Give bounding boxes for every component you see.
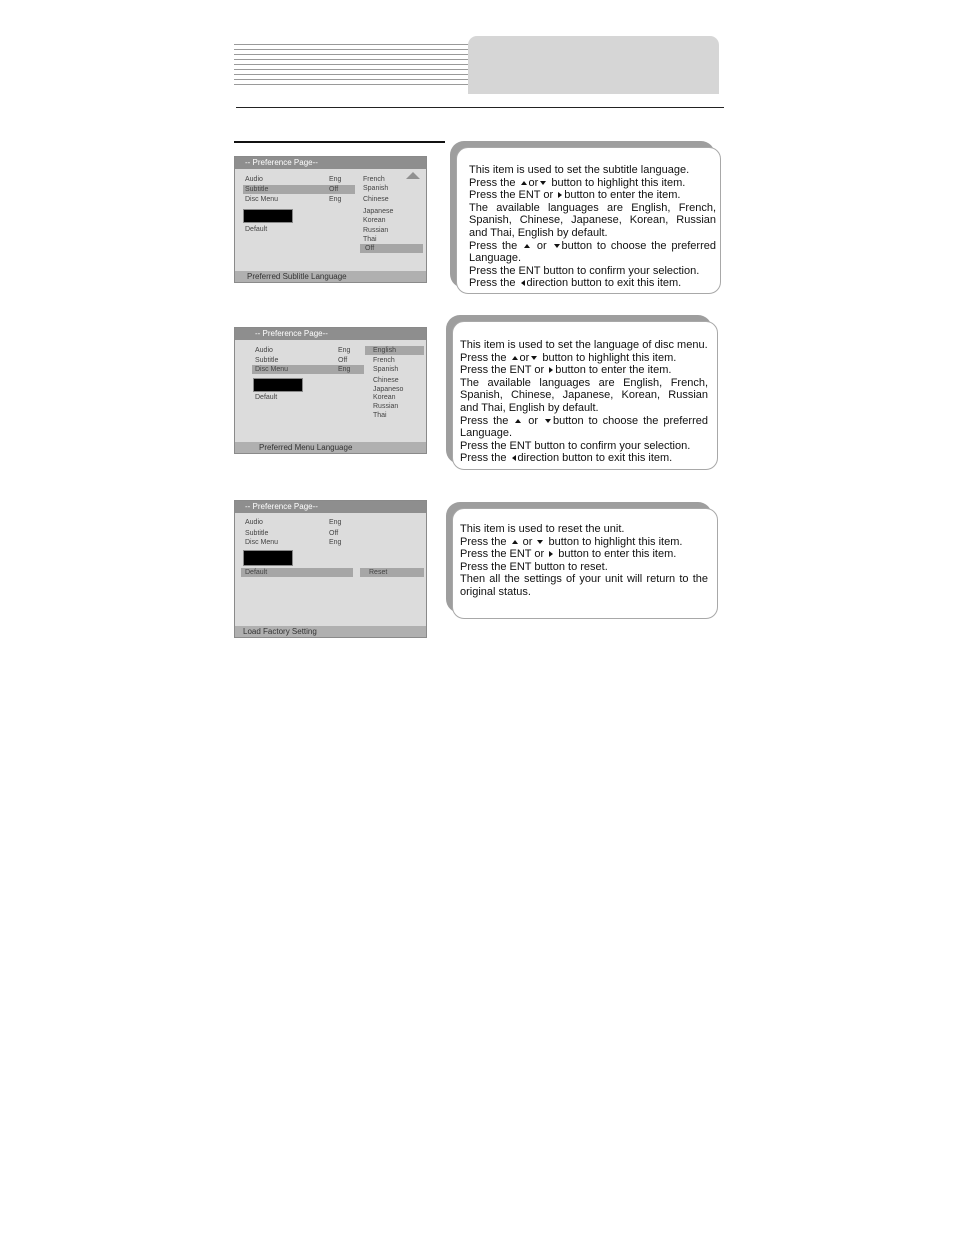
osd-status: [235, 271, 426, 282]
info-line: Press the or button to choose the preferred Language.: [469, 239, 716, 265]
scroll-up-icon: [406, 172, 420, 179]
info-line: The available languages are English, French, Spanish, Chinese, Japanese, Korean, Russian and Thai, English by default.: [469, 201, 716, 239]
info-line: Press the ENT button to confirm your selection.: [460, 439, 691, 452]
down-arrow-icon: [554, 244, 560, 248]
osd-value-audio: Eng: [338, 347, 351, 354]
osd-hidden-item: [243, 209, 293, 223]
up-arrow-icon: [524, 244, 530, 248]
osd-item-subtitle: Subtitle: [245, 186, 269, 193]
osd-title: -- Preference Page--: [235, 157, 426, 169]
osd-value-disc-menu: Eng: [329, 196, 342, 203]
osd-option: French: [373, 357, 395, 364]
left-arrow-icon: [521, 280, 525, 286]
osd-item-audio: Audio: [245, 519, 263, 526]
osd-item-disc-menu: Disc Menu: [245, 539, 279, 546]
info-line: Press the ENT button to reset.: [460, 560, 608, 573]
osd-hidden-item: [253, 378, 303, 392]
info-line: Press the ENT or button to enter the item.: [460, 364, 672, 377]
up-arrow-icon: [512, 356, 518, 360]
osd-item-default: Default: [255, 394, 278, 401]
osd-option: Chinese: [363, 196, 389, 203]
disc-menu-osd-screen: [234, 327, 427, 454]
left-arrow-icon: [512, 455, 516, 461]
section-rule: [234, 141, 445, 143]
osd-title: [235, 328, 426, 340]
osd-item-default: Default: [245, 226, 268, 233]
osd-option: English: [373, 347, 396, 354]
right-arrow-icon: [558, 192, 562, 198]
info-line: Press the ENT button to confirm your selection.: [469, 264, 700, 277]
osd-status-text: Load Factory Setting: [243, 627, 317, 636]
osd-item-audio: Audio: [255, 347, 273, 354]
up-arrow-icon: [515, 419, 521, 423]
info-line: Press the or button to highlight this item.: [460, 351, 677, 364]
osd-option: Chinese: [373, 377, 399, 384]
osd-status: [235, 442, 426, 453]
info-line: Press the ENT or button to enter the item.: [469, 189, 681, 202]
info-line: Press the direction button to exit this item.: [460, 452, 673, 465]
osd-option: Russian: [363, 227, 389, 234]
info-box-text: [469, 164, 716, 290]
osd-item-subtitle: Subtitle: [255, 357, 279, 364]
osd-option: Thai: [363, 236, 377, 243]
osd-option: Spanish: [373, 366, 399, 373]
osd-value-disc-menu: Eng: [338, 366, 351, 373]
osd-option: Off: [365, 245, 375, 252]
osd-option: French: [363, 176, 385, 183]
osd-status-text: Preferred Menu Language: [259, 443, 353, 452]
osd-title: -- Preference Page--: [235, 501, 426, 513]
info-line: Press the ENT or button to enter this item.: [460, 548, 677, 561]
default-info-box: [446, 502, 718, 619]
osd-option: Russian: [373, 403, 399, 410]
osd-item-audio: Audio: [245, 176, 263, 183]
osd-hidden-item: [243, 550, 293, 566]
info-line: Press the direction button to exit this item.: [469, 277, 682, 290]
info-line: This item is used to reset the unit.: [460, 523, 625, 535]
up-arrow-icon: [521, 181, 527, 185]
osd-item-disc-menu: Disc Menu: [245, 196, 279, 203]
info-line: The available languages are English, French, Spanish, Chinese, Japanese, Korean, Russian and Thai, English by default.: [460, 376, 708, 414]
osd-title-text: -- Preference Page--: [255, 329, 328, 338]
osd-item-default: Default: [245, 569, 268, 576]
osd-value-audio: Eng: [329, 176, 342, 183]
header-tab: [468, 36, 719, 94]
osd-value-audio: Eng: [329, 519, 342, 526]
header-rule: [236, 107, 724, 108]
osd-option: Spanish: [363, 185, 389, 192]
subtitle-info-box: [450, 141, 721, 294]
info-line: This item is used to set the language of disc menu.: [460, 339, 708, 351]
down-arrow-icon: [545, 419, 551, 423]
osd-status: [235, 626, 426, 637]
osd-status-text: Preferred Sublitle Language: [247, 272, 347, 281]
down-arrow-icon: [537, 540, 543, 544]
down-arrow-icon: [531, 356, 537, 360]
osd-item-subtitle: Subtitle: [245, 530, 269, 537]
disc-menu-info-box: [446, 315, 718, 470]
info-line: Press the or button to choose the preferred Language.: [460, 414, 708, 440]
osd-value-disc-menu: Eng: [329, 539, 342, 546]
osd-value-subtitle: Off: [338, 357, 348, 364]
subtitle-osd-screen: [234, 156, 427, 283]
info-box-text: [460, 523, 708, 599]
osd-value-subtitle: Off: [329, 530, 339, 537]
osd-option: Korean: [363, 217, 386, 224]
osd-reset-option: Reset: [369, 569, 388, 576]
osd-option: Thai: [373, 412, 387, 419]
right-arrow-icon: [549, 367, 553, 373]
info-line: Press the or button to highlight this item.: [469, 176, 686, 189]
osd-item-disc-menu: Disc Menu: [255, 366, 289, 373]
osd-option: Japaneso: [373, 386, 404, 393]
info-box-text: [460, 339, 708, 465]
header-stripes: [234, 44, 470, 88]
up-arrow-icon: [512, 540, 518, 544]
default-osd-screen: [234, 500, 427, 638]
osd-value-subtitle: Off: [329, 186, 339, 193]
info-line: This item is used to set the subtitle language.: [469, 164, 690, 176]
down-arrow-icon: [540, 181, 546, 185]
info-line: Press the or button to highlight this item.: [460, 535, 683, 548]
info-line: Then all the settings of your unit will return to the original status.: [460, 573, 708, 598]
right-arrow-icon: [549, 551, 553, 557]
osd-option: Korean: [373, 394, 396, 401]
osd-option: Japanese: [363, 208, 394, 215]
